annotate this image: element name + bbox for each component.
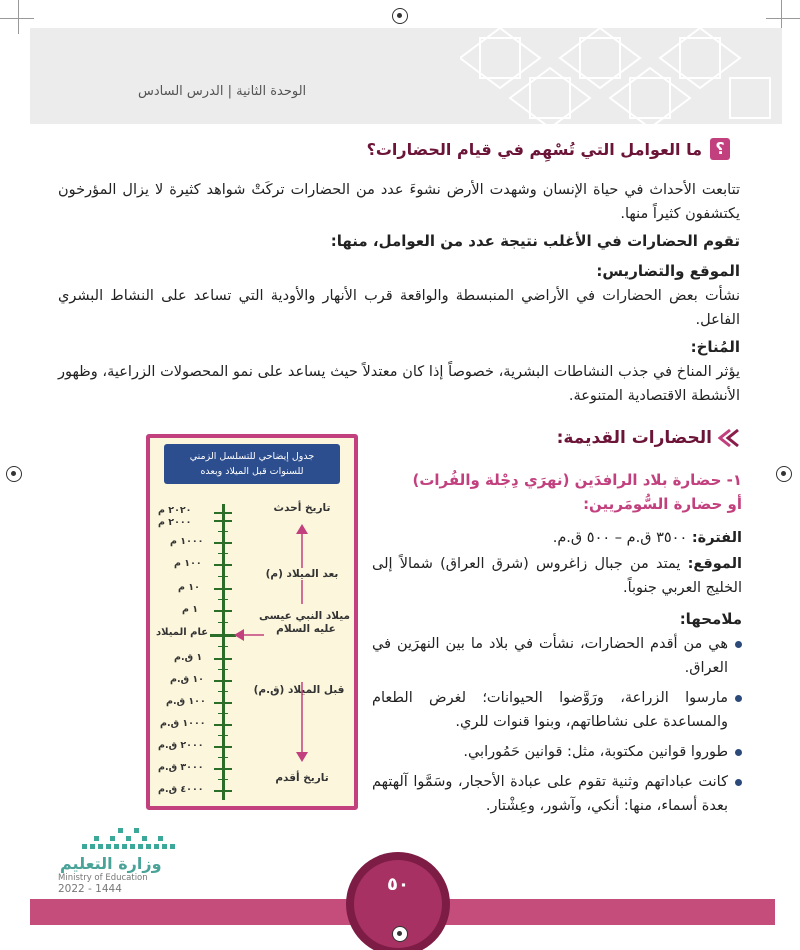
location-paragraph: نشأت بعض الحضارات في الأراضي المنبسطة والواقعة قرب الأنهار والأودية التي تساعد على النشاط البشري الفاعل. (58, 288, 740, 328)
registration-mark-right (776, 466, 792, 482)
timeline-tick (210, 634, 236, 637)
timeline-tick-label: ١٠٠ ق.م (166, 696, 206, 707)
ancient-location-label: الموقع: (687, 556, 742, 572)
chevron-left-icon (718, 428, 740, 448)
timeline-tick (214, 542, 232, 544)
timeline-bc-label: قبل الميلاد (ق.م) (253, 684, 345, 696)
timeline-tick (214, 610, 232, 612)
timeline-tick (214, 520, 232, 522)
timeline-tick-label: ١٠٠٠ م (170, 536, 204, 547)
arrow-up-icon (295, 524, 309, 604)
page-number: ٥٠ (387, 874, 409, 895)
location-line (372, 552, 742, 600)
timeline-tick (214, 588, 232, 590)
timeline-minor-tick (218, 622, 228, 623)
timeline-minor-tick (218, 576, 228, 577)
timeline-tick-label: ١٠٠٠ ق.م (160, 718, 206, 729)
timeline-tick (214, 512, 232, 514)
timeline-tick-label: ١٠٠ م (174, 558, 202, 569)
arrow-down-icon (295, 682, 309, 762)
ancient-location-value: يمتد من جبال زاغروس (شرق العراق) شمالاً إلى الخليج العربي جنوباً. (372, 556, 742, 596)
arrow-left-icon (234, 629, 264, 641)
timeline-minor-tick (218, 779, 228, 780)
timeline-tick-label: ٤٠٠٠ ق.م (158, 784, 204, 795)
ministry-year: 2022 - 1444 (58, 883, 122, 895)
timeline-minor-tick (218, 553, 228, 554)
timeline-header-line2: للسنوات قبل الميلاد وبعده (200, 466, 304, 477)
header-title: الوحدة الثانية | الدرس السادس (138, 84, 307, 99)
ministry-logo-icon (78, 824, 188, 852)
period-label: الفترة: (691, 530, 742, 546)
ancient-section-title: الحضارات القديمة: (556, 428, 712, 448)
features-list (372, 632, 742, 818)
timeline-tick (214, 790, 232, 792)
question-text: ما العوامل التي تُسْهِم في قيام الحضارات؟ (366, 139, 702, 159)
ministry-name-en: Ministry of Education (58, 873, 148, 883)
list-item: هي من أقدم الحضارات، نشأت في بلاد ما بين النهرَين في العراق. (372, 632, 742, 680)
period-line (372, 526, 742, 550)
timeline-tick-label: ١٠ ق.م (170, 674, 204, 685)
geometric-pattern-decoration (460, 28, 780, 124)
list-item: كانت عباداتهم وثنية تقوم على عبادة الأحجار، وسَمَّوا آلهتهم بعدة أسماء، منها: أنكي، وآشور، وعِشْتار. (372, 770, 742, 818)
timeline-minor-tick (218, 531, 228, 532)
timeline-figure (146, 434, 358, 810)
question-icon: ؟ (710, 138, 730, 160)
ancient-section-heading (557, 428, 740, 448)
timeline-newer-label: تاريخ أحدث (273, 502, 331, 514)
timeline-header (164, 444, 340, 484)
timeline-minor-tick (218, 599, 228, 600)
climate-subheading: المُناخ: (690, 338, 740, 356)
timeline-minor-tick (218, 646, 228, 647)
location-subheading: الموقع والتضاريس: (596, 262, 740, 280)
registration-mark-bottom-overlay (392, 926, 408, 942)
question-heading (367, 138, 730, 160)
timeline-minor-tick (218, 713, 228, 714)
timeline-tick (214, 658, 232, 660)
intro-paragraph: تتابعت الأحداث في حياة الإنسان وشهدت الأرض نشوءَ عدد من الحضارات تركَتْ شواهد كثيرة لا يزال المؤرخون يكتشفون كثيراً منها. (58, 182, 740, 222)
page-header-band (30, 28, 782, 124)
timeline-older-label: تاريخ أقدم (275, 772, 329, 784)
period-value: ٣٥٠٠ ق.م – ٥٠٠ ق.م. (552, 530, 688, 546)
timeline-tick (214, 768, 232, 770)
timeline-minor-tick (218, 757, 228, 758)
timeline-tick-label: عام الميلاد (156, 627, 209, 638)
timeline-tick (214, 564, 232, 566)
timeline-tick (214, 680, 232, 682)
timeline-birth-line2: عليه السلام (276, 623, 336, 635)
timeline-tick (214, 746, 232, 748)
timeline-tick-label: ١٠ م (178, 582, 200, 593)
timeline-minor-tick (218, 669, 228, 670)
timeline-tick-label: ٣٠٠٠ ق.م (158, 762, 204, 773)
timeline-birth-line1: ميلاد النبي عيسى (259, 610, 350, 622)
features-label: ملامحها: (679, 610, 742, 628)
timeline-tick-label: ٢٠٢٠ م (158, 505, 192, 516)
timeline-header-line1: جدول إيضاحي للتسلسل الزمني (189, 451, 315, 462)
civilization-title (372, 468, 742, 516)
crop-mark (0, 18, 34, 19)
registration-mark-top (392, 8, 408, 24)
crop-mark (18, 0, 19, 34)
ministry-logo (58, 824, 188, 895)
list-item: طوروا قوانين مكتوبة، مثل: قوانين حَمُورابي. (372, 740, 742, 764)
registration-mark-left (6, 466, 22, 482)
crop-mark (766, 18, 800, 19)
timeline-tick-label: ٢٠٠٠ ق.م (158, 740, 204, 751)
timeline-axis (222, 504, 225, 800)
civilization-title-line2: أو حضارة السُّومَريين: (583, 495, 742, 513)
list-item: مارسوا الزراعة، ورَوَّضوا الحيوانات؛ لغرض الطعام والمساعدة على نشاطاتهم، وبنوا قنوات للري. (372, 686, 742, 734)
ministry-name-ar: وزارة التعليم (60, 854, 162, 873)
timeline-minor-tick (218, 735, 228, 736)
timeline-tick-label: ٢٠٠٠ م (158, 517, 192, 528)
factors-lead: تقوم الحضارات في الأغلب نتيجة عدد من العوامل، منها: (330, 232, 740, 250)
civilization-title-line1: ١- حضارة بلاد الرافدَين (نهرَي دِجْلة والفُرات) (412, 471, 742, 489)
timeline-tick-label: ١ ق.م (174, 652, 203, 663)
timeline-tick-label: ١ م (182, 604, 199, 615)
timeline-minor-tick (218, 691, 228, 692)
timeline-ad-label: بعد الميلاد (م) (254, 568, 350, 580)
timeline-birth-label (259, 610, 350, 636)
climate-paragraph: يؤثر المناخ في جذب النشاطات البشرية، خصوصاً إذا كان معتدلاً حيث يساعد على نمو المحصولات الزراعية، وظهور الأنشطة الاقتصادية المتنوعة. (58, 364, 740, 404)
timeline-tick (214, 724, 232, 726)
timeline-tick (214, 702, 232, 704)
